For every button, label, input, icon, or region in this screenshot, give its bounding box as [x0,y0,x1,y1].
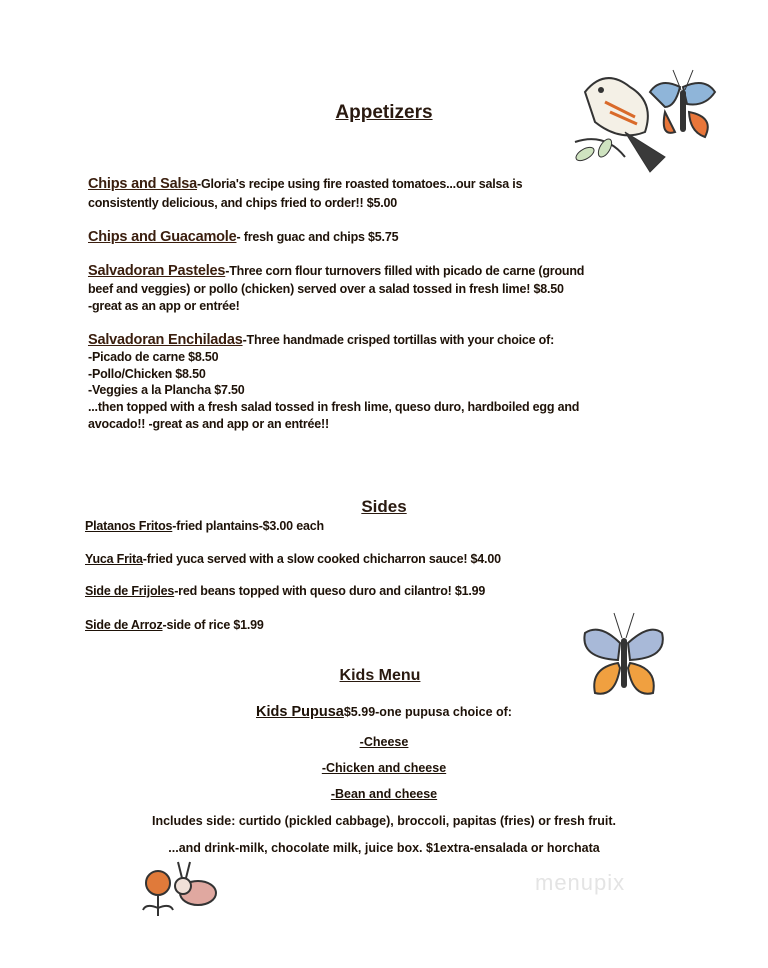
item-name: Yuca Frita [85,552,143,566]
item-desc: -side of rice $1.99 [162,618,264,632]
side-item [85,584,485,598]
item-desc: beef and veggies) or pollo (chicken) served over a salad tossed in fresh lime! $8.50 [88,282,564,296]
choice-text: -Cheese [359,735,409,749]
enchilada-option: -Veggies a la Plancha $7.50 [88,383,245,397]
item-name: Chips and Guacamole [88,229,237,245]
kids-pupusa [0,704,768,720]
flower-rabbit-illustration [138,858,224,918]
item-name: Platanos Fritos [85,519,173,533]
item-desc: -Gloria's recipe using fire roasted tomatoes...our salsa is [197,177,523,191]
item-desc: $5.99-one pupusa choice of: [343,705,512,719]
item-desc: -fried plantains-$3.00 each [172,519,324,533]
choice-text: -Chicken and cheese [321,761,447,775]
side-item [85,618,264,632]
menu-item-chips-salsa [88,176,522,192]
item-desc: -fried yuca served with a slow cooked chicharron sauce! $4.00 [142,552,501,566]
menu-item-enchiladas [88,332,554,348]
item-desc: avocado!! -great as and app or an entrée!! [88,417,329,431]
item-desc: - fresh guac and chips $5.75 [236,230,399,244]
butterfly-illustration [580,608,668,706]
item-desc: -Three handmade crisped tortillas with your choice of: [242,333,555,347]
menu-item-chips-guac [88,229,398,245]
enchilada-option: -Pollo/Chicken $8.50 [88,367,206,381]
item-desc: -Three corn flour turnovers filled with picado de carne (ground [225,264,585,278]
item-name: Side de Frijoles [85,584,175,598]
item-name: Salvadoran Pasteles [88,263,226,279]
choice-text: -Bean and cheese [330,787,438,801]
kids-includes: Includes side: curtido (pickled cabbage), broccoli, papitas (fries) or fresh fruit. [152,814,616,828]
kids-menu-heading: Kids Menu [339,667,421,684]
item-desc: consistently delicious, and chips fried to order!! $5.00 [88,196,398,210]
item-desc: -great as an app or entrée! [88,299,240,313]
side-item [85,519,324,533]
kids-choice [0,735,768,749]
item-name: Side de Arroz [85,618,163,632]
menu-item-pasteles [88,263,584,279]
side-item [85,552,501,566]
item-desc: -red beans topped with queso duro and cilantro! $1.99 [174,584,486,598]
item-desc: ...then topped with a fresh salad tossed in fresh lime, queso duro, hardboiled egg and [88,400,580,414]
item-name: Kids Pupusa [256,704,344,720]
appetizers-heading: Appetizers [335,102,433,123]
item-name: Chips and Salsa [88,176,198,192]
bird-butterfly-illustration [565,62,725,184]
kids-choice [0,761,768,775]
item-name: Salvadoran Enchiladas [88,332,243,348]
kids-choice [0,787,768,801]
watermark: menupix [535,870,626,895]
sides-heading: Sides [361,497,407,516]
kids-drink: ...and drink-milk, chocolate milk, juice box. $1extra-ensalada or horchata [168,841,600,855]
enchilada-option: -Picado de carne $8.50 [88,350,219,364]
